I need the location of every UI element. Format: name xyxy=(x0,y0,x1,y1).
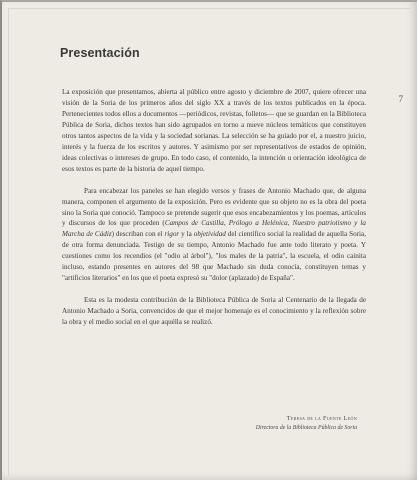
signature-role: Directora de la Biblioteca Pública de Soria xyxy=(255,425,357,431)
paragraph-2-text-c: y la xyxy=(179,230,194,239)
paragraph-3: Esta es la modesta contribución de la Biblioteca Pública de Soria al Centenario de la llegada de Antonio Machado a Soria, convencidos de que el mejor homenaje es el conocimiento y la reflexión sobre la obra y el medio social en el que aquélla se realizó. xyxy=(62,296,366,327)
body-text xyxy=(62,87,366,339)
paragraph-2 xyxy=(62,186,366,285)
signature-block xyxy=(256,414,357,432)
signature-name: Teresa de la Fuente León xyxy=(286,415,357,422)
paragraph-2-text-a: Para encabezar los paneles se han elegido versos y frases de Antonio Machado que, de alguna manera, componen el argumento de la exposición. Pero es evidente que su objeto no es la obra del poeta sino la Soria que conoció. Tampoco se pretende sugerir que esos encabezamientos y los poemas, artículos y discursos de los que proceden ( xyxy=(62,186,366,228)
emphasis-rigor: rigor xyxy=(164,230,180,239)
paragraph-1: La exposición que presentamos, abierta al público entre agosto y diciembre de 2007, quiere ofrecer una visión de la Soria de los primeros años del siglo XX a través de los textos publicados en la época. Pertenecientes todos ellos a documentos —periódicos, revistas, folletos— que se guardan en la Biblioteca Pública de Soria, dichos textos han sido agrupados en torno a nueve núcleos temáticos que constituyen otros tantos aspectos de la vida y la sociedad sorianas. La selección se ha guiado por el, a nuestro juicio, interés y la fuerza de los escritos y autores. Y asimismo por ser representativos de estados de opinión, ideas colectivas o intereses de grupo. En todo caso, el contenido, la intención u orientación ideológica de esos textos es parte de la historia de aquel tiempo. xyxy=(62,88,366,173)
page-title: Presentación xyxy=(60,46,140,60)
cited-works: Campos de Castilla, Prólogo a Helénica, Nuestro patriotismo y la Marcha de Cádiz xyxy=(62,219,366,239)
page-number: 7 xyxy=(398,94,403,104)
paragraph-2-text-d: del científico social la realidad de aquella Soria, de otra forma denunciada. Testigo de su tiempo, Antonio Machado fue ante todo literato y poeta. Y cuestiones como los recendios (el "odio al árbol"), "los males de la patria", la escuela, el odio cainita incluso, estando presentes en autores del 98 que Machado sin duda conocía, constituyen temas y "artificios literarios" en los que el poeta expresó su "dolor (aplazado) de España". xyxy=(62,230,366,283)
emphasis-objetividad: objetividad xyxy=(193,230,226,239)
paragraph-2-text-b: ) describan con el xyxy=(111,230,165,239)
